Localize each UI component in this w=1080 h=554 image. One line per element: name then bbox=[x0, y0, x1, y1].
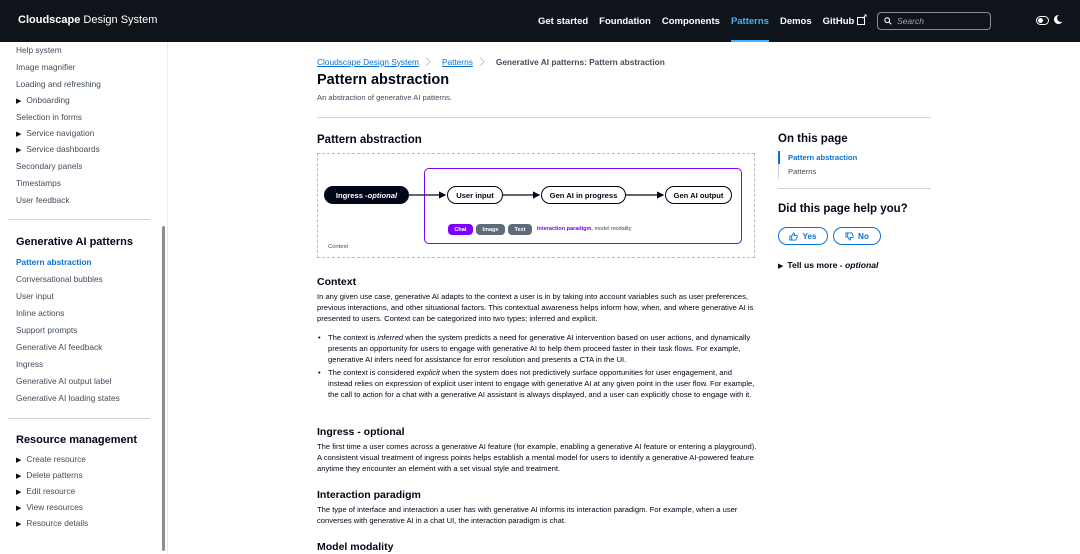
sidebar-item-timestamps[interactable]: Timestamps bbox=[16, 178, 61, 188]
section-heading: Pattern abstraction bbox=[317, 134, 422, 146]
external-link-icon bbox=[857, 17, 865, 25]
sidebar-item-view-resources[interactable]: ▶ View resources bbox=[16, 502, 83, 512]
caret-right-icon: ▶ bbox=[16, 98, 22, 105]
caret-right-icon: ▶ bbox=[778, 263, 784, 270]
sidebar-section-resource-management[interactable]: Resource management bbox=[16, 434, 138, 446]
toc-active-indicator bbox=[778, 151, 780, 164]
search-input[interactable] bbox=[897, 16, 987, 26]
nav-github[interactable]: GitHub ↗ bbox=[823, 0, 866, 42]
sidebar-item-generative-ai-feedback[interactable]: Generative AI feedback bbox=[16, 342, 103, 352]
caret-right-icon: ▶ bbox=[16, 457, 22, 464]
top-nav-links bbox=[538, 0, 876, 42]
ingress-heading: Ingress - optional bbox=[317, 426, 405, 438]
yes-button[interactable]: Yes bbox=[778, 227, 828, 245]
sidebar-item-conversational-bubbles[interactable]: Conversational bubbles bbox=[16, 274, 103, 284]
breadcrumb-current: Generative AI patterns: Pattern abstraction bbox=[495, 56, 665, 67]
list-item: • The context is inferred when the system predicts a need for generative AI intervention based on user actions, and dynamically presents an opportunity for users to engage with generative AI to help them proceed faster in their task flows. For example, generative AI infers need for assistance for error resolution and presents a CTA in the UI. bbox=[317, 332, 757, 365]
feedback-heading: Did this page help you? bbox=[778, 203, 908, 215]
sidebar-item-onboarding[interactable]: ▶ Onboarding bbox=[16, 95, 70, 105]
chevron-right-icon: 〉 bbox=[425, 57, 435, 67]
page-subtitle: An abstraction of generative AI patterns. bbox=[317, 93, 453, 102]
ingress-node: Ingress - optional bbox=[324, 186, 409, 204]
chip-caption: Interaction paradigm, model modality bbox=[537, 226, 632, 232]
sidebar-item-help-system[interactable]: Help system bbox=[16, 45, 62, 55]
list-item: • The context is considered explicit when the system does not predictively surface opportunities for user engagement, and instead relies on expression of explicit user intent to engage with generative AI at any given point in the user flow. For example, the call to action for a chat with a generative AI assistant is always displayed, and a user can explicitly chose to engage with it. bbox=[317, 367, 757, 400]
theme-toggle[interactable] bbox=[1036, 16, 1049, 25]
toc-link-pattern-abstraction[interactable]: Pattern abstraction bbox=[788, 153, 858, 162]
sidebar-divider bbox=[8, 418, 150, 419]
chevron-right-icon: 〉 bbox=[479, 57, 489, 67]
sidebar-item-service-dashboards[interactable]: ▶ Service dashboards bbox=[16, 144, 100, 154]
side-navigation bbox=[0, 42, 168, 554]
moon-icon[interactable] bbox=[1053, 14, 1063, 25]
sidebar-item-create-resource[interactable]: ▶ Create resource bbox=[16, 454, 86, 464]
sidebar-item-edit-resource[interactable]: ▶ Edit resource bbox=[16, 486, 76, 496]
gen-ai-in-progress-node: Gen AI in progress bbox=[541, 186, 626, 204]
breadcrumb-link-home[interactable]: Cloudscape Design System bbox=[317, 56, 419, 67]
sidebar-item-loading-refreshing[interactable]: Loading and refreshing bbox=[16, 79, 101, 89]
caret-right-icon: ▶ bbox=[16, 147, 22, 154]
sidebar-item-loading-states[interactable]: Generative AI loading states bbox=[16, 393, 120, 403]
user-input-node: User input bbox=[447, 186, 503, 204]
chip-image: Image bbox=[476, 224, 505, 235]
sidebar-item-inline-actions[interactable]: Inline actions bbox=[16, 308, 65, 318]
sidebar-item-user-input[interactable]: User input bbox=[16, 291, 54, 301]
search-box[interactable] bbox=[877, 12, 991, 30]
nav-patterns[interactable]: Patterns bbox=[731, 0, 769, 42]
context-paragraph: In any given use case, generative AI adapts to the context a user is in by taking into account variables such as user preferences, previous interactions, and other situational factors. This contextual awareness helps inform how, when, and where generative AI is presented to users. Context can be categorized into two types; inferred and explicit. bbox=[317, 292, 754, 323]
nav-foundation[interactable]: Foundation bbox=[599, 15, 651, 27]
table-of-contents bbox=[778, 151, 857, 179]
diagram-arrows bbox=[318, 154, 756, 259]
top-navigation bbox=[0, 0, 1080, 42]
sidebar-section-generative-ai[interactable]: Generative AI patterns bbox=[16, 236, 133, 248]
brand-logo[interactable]: Cloudscape Design System bbox=[18, 14, 158, 26]
model-modality-heading: Model modality bbox=[317, 541, 394, 553]
gen-ai-output-node: Gen AI output bbox=[665, 186, 732, 204]
sidebar-item-secondary-panels[interactable]: Secondary panels bbox=[16, 161, 83, 171]
nav-get-started[interactable]: Get started bbox=[538, 15, 589, 27]
sidebar-item-support-prompts[interactable]: Support prompts bbox=[16, 325, 78, 335]
context-label: Context bbox=[328, 244, 348, 250]
context-bullet-list bbox=[317, 332, 757, 402]
sidebar-item-selection-in-forms[interactable]: Selection in forms bbox=[16, 112, 82, 122]
search-icon bbox=[884, 17, 892, 25]
header-divider bbox=[317, 117, 931, 118]
on-this-page-heading: On this page bbox=[778, 133, 848, 145]
caret-right-icon: ▶ bbox=[16, 131, 22, 138]
breadcrumb bbox=[317, 55, 665, 68]
sidebar-item-pattern-abstraction[interactable]: Pattern abstraction bbox=[16, 257, 92, 267]
no-button[interactable]: No bbox=[833, 227, 881, 245]
nav-demos[interactable]: Demos bbox=[779, 15, 812, 27]
sidebar-item-image-magnifier[interactable]: Image magnifier bbox=[16, 62, 76, 72]
interaction-paradigm-paragraph: The type of interface and interaction a user has with generative AI informs its interaction paradigm. For example, when a user converses with generative AI in a chat UI, the interaction paradigm is chat. bbox=[317, 505, 738, 525]
breadcrumb-link-patterns[interactable]: Patterns bbox=[441, 56, 473, 67]
sidebar-item-user-feedback[interactable]: User feedback bbox=[16, 195, 70, 205]
chip-text: Text bbox=[508, 224, 532, 235]
sidebar-item-output-label[interactable]: Generative AI output label bbox=[16, 376, 112, 386]
interaction-paradigm-heading: Interaction paradigm bbox=[317, 489, 421, 501]
pattern-abstraction-diagram bbox=[317, 153, 755, 258]
sidebar-item-resource-details[interactable]: ▶ Resource details bbox=[16, 518, 89, 528]
caret-right-icon: ▶ bbox=[16, 521, 22, 528]
tell-us-more-expander[interactable]: ▶ Tell us more - optional bbox=[778, 260, 879, 270]
caret-right-icon: ▶ bbox=[16, 489, 22, 496]
nav-components[interactable]: Components bbox=[661, 15, 720, 27]
toc-link-patterns[interactable]: Patterns bbox=[788, 167, 817, 176]
thumbs-up-icon bbox=[789, 232, 798, 241]
sidebar-divider bbox=[8, 219, 150, 220]
caret-right-icon: ▶ bbox=[16, 473, 22, 480]
sidebar-scrollbar[interactable] bbox=[162, 226, 165, 551]
caret-right-icon: ▶ bbox=[16, 505, 22, 512]
sidebar-item-service-navigation[interactable]: ▶ Service navigation bbox=[16, 128, 95, 138]
page-title: Pattern abstraction bbox=[317, 72, 450, 88]
sidebar-item-delete-patterns[interactable]: ▶ Delete patterns bbox=[16, 470, 83, 480]
chip-chat: Chat bbox=[448, 224, 473, 235]
ingress-paragraph: The first time a user comes across a generative AI feature (for example, enabling a generative AI feature or entering a playground). A consistent visual treatment of ingress points helps establish a mental model for users to identify a generative AI-powered feature anytime they encounter an element with a set visual style and treatment. bbox=[317, 442, 757, 473]
sidebar-item-ingress[interactable]: Ingress bbox=[16, 359, 44, 369]
thumbs-down-icon bbox=[845, 232, 854, 241]
context-heading: Context bbox=[317, 276, 357, 288]
right-divider bbox=[778, 188, 931, 189]
